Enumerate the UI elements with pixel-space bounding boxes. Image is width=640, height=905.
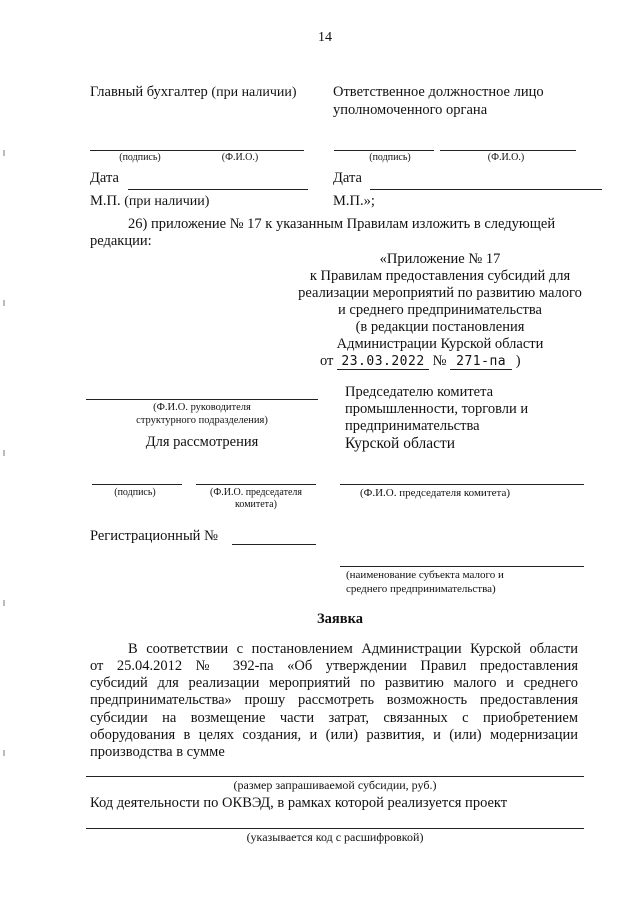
application-title: Заявка xyxy=(317,611,363,627)
stamp-place-left: М.П. (при наличии) xyxy=(90,193,210,209)
okved-caption: (указывается код с расшифровкой) xyxy=(246,830,424,844)
addressee-line-4: Курской области xyxy=(345,435,456,452)
date-line-left xyxy=(128,189,308,190)
responsible-official-title-2: уполномоченного органа xyxy=(333,102,488,118)
entity-name-line xyxy=(340,566,584,567)
for-review-label: Для рассмотрения xyxy=(145,434,259,450)
revision-date: 23.03.2022 xyxy=(337,354,429,370)
appendix-title: «Приложение № 17 xyxy=(379,251,501,267)
review-signature-line xyxy=(92,484,182,485)
page-number: 14 xyxy=(318,30,332,45)
chair-fio-line xyxy=(196,484,316,485)
revision-number: 271-па xyxy=(450,354,512,370)
appendix-line-3: реализации мероприятий по развитию малого xyxy=(298,285,582,301)
responsible-official-title-1: Ответственное должностное лицо xyxy=(333,84,544,100)
date-label-right: Дата xyxy=(333,170,362,186)
sign-caption-right: (подпись) xyxy=(369,152,411,163)
date-line-right xyxy=(370,189,602,190)
subsidy-amount-caption: (размер запрашиваемой субсидии, руб.) xyxy=(233,778,437,792)
stamp-place-right: М.П.»; xyxy=(333,193,375,209)
addressee-line-3: предпринимательства xyxy=(345,418,480,434)
head-fio-line xyxy=(86,399,318,400)
addressee-fio-caption: (Ф.И.О. председателя комитета) xyxy=(360,487,510,499)
head-fio-caption-2: структурного подразделения) xyxy=(136,415,268,426)
chair-fio-caption-2: комитета) xyxy=(235,499,277,510)
fio-line-right xyxy=(440,150,576,151)
addressee-line-2: промышленности, торговли и xyxy=(345,401,529,417)
registration-label: Регистрационный № xyxy=(90,528,218,544)
okved-code-line xyxy=(86,828,584,829)
date-label-left: Дата xyxy=(90,170,119,186)
entity-caption-1: (наименование субъекта малого и xyxy=(346,569,504,581)
registration-number-line xyxy=(232,544,316,545)
okved-label: Код деятельности по ОКВЭД, в рамках которой реализуется проект xyxy=(90,795,508,811)
fio-caption-left: (Ф.И.О.) xyxy=(221,152,259,163)
review-sign-caption: (подпись) xyxy=(114,487,156,498)
appendix-line-2: к Правилам предоставления субсидий для xyxy=(309,268,571,284)
application-text-line-2: от 25.04.2012 № 392-па «Об утверждении Правил предоставления xyxy=(90,658,578,674)
application-text-line-5: субсидии на возмещение части затрат, связанных с приобретением xyxy=(90,710,578,726)
revision-reference: от 23.03.2022 № 271-па ) xyxy=(320,353,521,369)
entity-caption-2: среднего предпринимательства) xyxy=(346,583,496,595)
amendment-line-2: редакции: xyxy=(90,233,152,249)
fio-line-left xyxy=(180,150,304,151)
appendix-line-4: и среднего предпринимательства xyxy=(338,302,542,318)
application-text-line-1: В соответствии с постановлением Администрации Курской области xyxy=(128,641,578,657)
addressee-fio-line xyxy=(340,484,584,485)
appendix-line-5: (в редакции постановления xyxy=(355,319,525,335)
signature-line-left xyxy=(90,150,180,151)
application-text-line-6: оборудования в целях создания, и (или) развития, и (или) модернизации xyxy=(90,727,578,743)
addressee-line-1: Председателю комитета xyxy=(345,384,494,400)
subsidy-amount-line xyxy=(86,776,584,777)
head-fio-caption-1: (Ф.И.О. руководителя xyxy=(153,402,251,413)
chair-fio-caption-1: (Ф.И.О. председателя xyxy=(210,487,302,498)
chief-accountant-title: Главный бухгалтер (при наличии) xyxy=(90,84,297,100)
appendix-line-6: Администрации Курской области xyxy=(336,336,544,352)
amendment-line-1: 26) приложение № 17 к указанным Правилам изложить в следующей xyxy=(128,216,556,232)
application-text-line-7: производства в сумме xyxy=(90,744,225,760)
signature-line-right xyxy=(334,150,434,151)
application-text-line-3: субсидий для реализации мероприятий по развитию малого и среднего xyxy=(90,675,578,691)
application-text-line-4: предпринимательства» прошу рассмотреть возможность предоставления xyxy=(90,692,578,708)
sign-caption-left: (подпись) xyxy=(119,152,161,163)
fio-caption-right: (Ф.И.О.) xyxy=(487,152,525,163)
